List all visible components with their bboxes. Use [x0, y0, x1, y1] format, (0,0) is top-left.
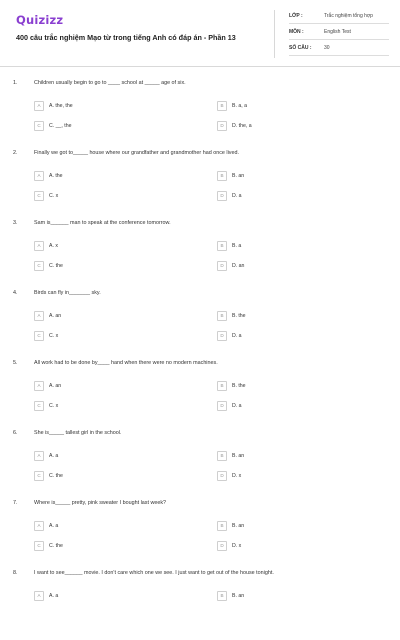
option-letter-box: B: [217, 171, 227, 181]
option-letter-box: B: [217, 591, 227, 601]
option-text: D. x: [232, 542, 242, 549]
option-letter-box: D: [217, 261, 227, 271]
option-text: B. an: [232, 172, 245, 179]
answer-option-a[interactable]: [34, 101, 194, 111]
option-letter-box: D: [217, 331, 227, 341]
question-item: [0, 220, 400, 290]
question-text: All work had to be done by____ hand when there were no modern machines.: [34, 360, 218, 366]
option-letter-box: A: [34, 521, 44, 531]
option-letter-box: B: [217, 241, 227, 251]
option-letter-box: A: [34, 171, 44, 181]
option-letter-box: C: [34, 261, 44, 271]
answer-option-a[interactable]: [34, 451, 194, 461]
meta-class-value: Trắc nghiệm tổng hợp: [324, 13, 373, 19]
answer-option-d[interactable]: [217, 331, 377, 341]
header-separator: [0, 66, 400, 67]
option-text: D. an: [232, 262, 245, 269]
option-letter-box: D: [217, 121, 227, 131]
option-letter-box: B: [217, 101, 227, 111]
option-text: C. the: [49, 472, 63, 479]
question-item: [0, 430, 400, 500]
question-text: I want to see______ movie. I don't care which one we see. I just want to get out of the house tonight.: [34, 570, 274, 576]
option-text: A. a: [49, 522, 59, 529]
option-text: B. an: [232, 522, 245, 529]
option-letter-box: B: [217, 451, 227, 461]
answer-option-b[interactable]: [217, 451, 377, 461]
option-text: D. a: [232, 332, 242, 339]
meta-subject-key: MÔN :: [289, 29, 304, 35]
question-item: [0, 500, 400, 570]
answer-option-c[interactable]: [34, 541, 194, 551]
option-letter-box: C: [34, 191, 44, 201]
option-letter-box: B: [217, 521, 227, 531]
option-text: B. an: [232, 452, 245, 459]
question-item: [0, 80, 400, 150]
worksheet-title: 400 câu trắc nghiệm Mạo từ trong tiếng Anh có đáp án - Phần 13: [16, 33, 236, 42]
answer-option-b[interactable]: [217, 521, 377, 531]
option-letter-box: C: [34, 541, 44, 551]
option-letter-box: A: [34, 311, 44, 321]
question-number: 1.: [13, 80, 18, 86]
answer-option-c[interactable]: [34, 471, 194, 481]
option-letter-box: C: [34, 401, 44, 411]
option-letter-box: D: [217, 401, 227, 411]
option-text: D. a: [232, 402, 242, 409]
question-number: 8.: [13, 570, 18, 576]
option-text: C. x: [49, 192, 59, 199]
meta-count-row: [289, 42, 389, 56]
answer-option-d[interactable]: [217, 541, 377, 551]
answer-option-b[interactable]: [217, 101, 377, 111]
answer-option-d[interactable]: [217, 191, 377, 201]
quizizz-logo: Quizizz: [16, 13, 64, 27]
option-letter-box: D: [217, 191, 227, 201]
answer-option-a[interactable]: [34, 381, 194, 391]
meta-subject-value: English Test: [324, 29, 351, 35]
question-number: 5.: [13, 360, 18, 366]
option-letter-box: A: [34, 381, 44, 391]
question-text: Sam is______ man to speak at the conference tomorrow.: [34, 220, 171, 226]
question-text: Finally we got to_____ house where our grandfather and grandmother had once lived.: [34, 150, 239, 156]
option-letter-box: D: [217, 541, 227, 551]
meta-count-value: 30: [324, 45, 330, 51]
meta-class-row: [289, 10, 389, 24]
option-text: A. a: [49, 452, 59, 459]
question-number: 4.: [13, 290, 18, 296]
answer-option-c[interactable]: [34, 401, 194, 411]
answer-option-d[interactable]: [217, 121, 377, 131]
option-text: C. the: [49, 262, 63, 269]
option-text: C. x: [49, 332, 59, 339]
question-text: Birds can fly in_______ sky.: [34, 290, 101, 296]
option-text: A. the: [49, 172, 63, 179]
option-letter-box: C: [34, 331, 44, 341]
answer-option-b[interactable]: [217, 311, 377, 321]
answer-option-c[interactable]: [34, 261, 194, 271]
answer-option-d[interactable]: [217, 471, 377, 481]
worksheet-header: [0, 0, 400, 66]
option-letter-box: A: [34, 241, 44, 251]
question-text: Children usually begin to go to ____ school at _____ age of six.: [34, 80, 186, 86]
option-text: B. an: [232, 592, 245, 599]
option-letter-box: C: [34, 121, 44, 131]
answer-option-c[interactable]: [34, 191, 194, 201]
option-text: A. the, the: [49, 102, 73, 109]
answer-option-b[interactable]: [217, 171, 377, 181]
meta-class-key: LỚP :: [289, 13, 303, 19]
answer-option-b[interactable]: [217, 381, 377, 391]
option-letter-box: C: [34, 471, 44, 481]
option-text: A. x: [49, 242, 58, 249]
answer-option-d[interactable]: [217, 261, 377, 271]
question-item: [0, 290, 400, 360]
option-letter-box: A: [34, 451, 44, 461]
option-text: B. the: [232, 382, 246, 389]
answer-option-a[interactable]: [34, 171, 194, 181]
option-text: D. the, a: [232, 122, 252, 129]
option-text: D. x: [232, 472, 242, 479]
question-item: [0, 360, 400, 430]
option-text: C. the: [49, 542, 63, 549]
option-letter-box: A: [34, 591, 44, 601]
option-letter-box: D: [217, 471, 227, 481]
option-letter-box: B: [217, 311, 227, 321]
option-text: B. the: [232, 312, 246, 319]
option-text: A. an: [49, 382, 62, 389]
option-text: B. a: [232, 242, 242, 249]
answer-option-d[interactable]: [217, 401, 377, 411]
meta-count-key: SỐ CÂU :: [289, 45, 312, 51]
header-divider: [274, 10, 275, 58]
option-letter-box: A: [34, 101, 44, 111]
option-text: A. a: [49, 592, 59, 599]
question-item: [0, 150, 400, 220]
question-text: She is_____ tallest girl in the school.: [34, 430, 122, 436]
option-letter-box: B: [217, 381, 227, 391]
option-text: A. an: [49, 312, 62, 319]
question-number: 6.: [13, 430, 18, 436]
answer-option-c[interactable]: [34, 331, 194, 341]
answer-option-b[interactable]: [217, 241, 377, 251]
answer-option-a[interactable]: [34, 521, 194, 531]
option-text: C. __, the: [49, 122, 72, 129]
answer-option-a[interactable]: [34, 311, 194, 321]
question-number: 7.: [13, 500, 18, 506]
answer-option-c[interactable]: [34, 121, 194, 131]
meta-subject-row: [289, 26, 389, 40]
option-text: B. a, a: [232, 102, 247, 109]
option-text: D. a: [232, 192, 242, 199]
question-number: 2.: [13, 150, 18, 156]
question-number: 3.: [13, 220, 18, 226]
question-text: Where is_____ pretty, pink sweater I bought last week?: [34, 500, 167, 506]
question-item: [0, 570, 400, 640]
answer-option-a[interactable]: [34, 241, 194, 251]
option-text: C. x: [49, 402, 59, 409]
